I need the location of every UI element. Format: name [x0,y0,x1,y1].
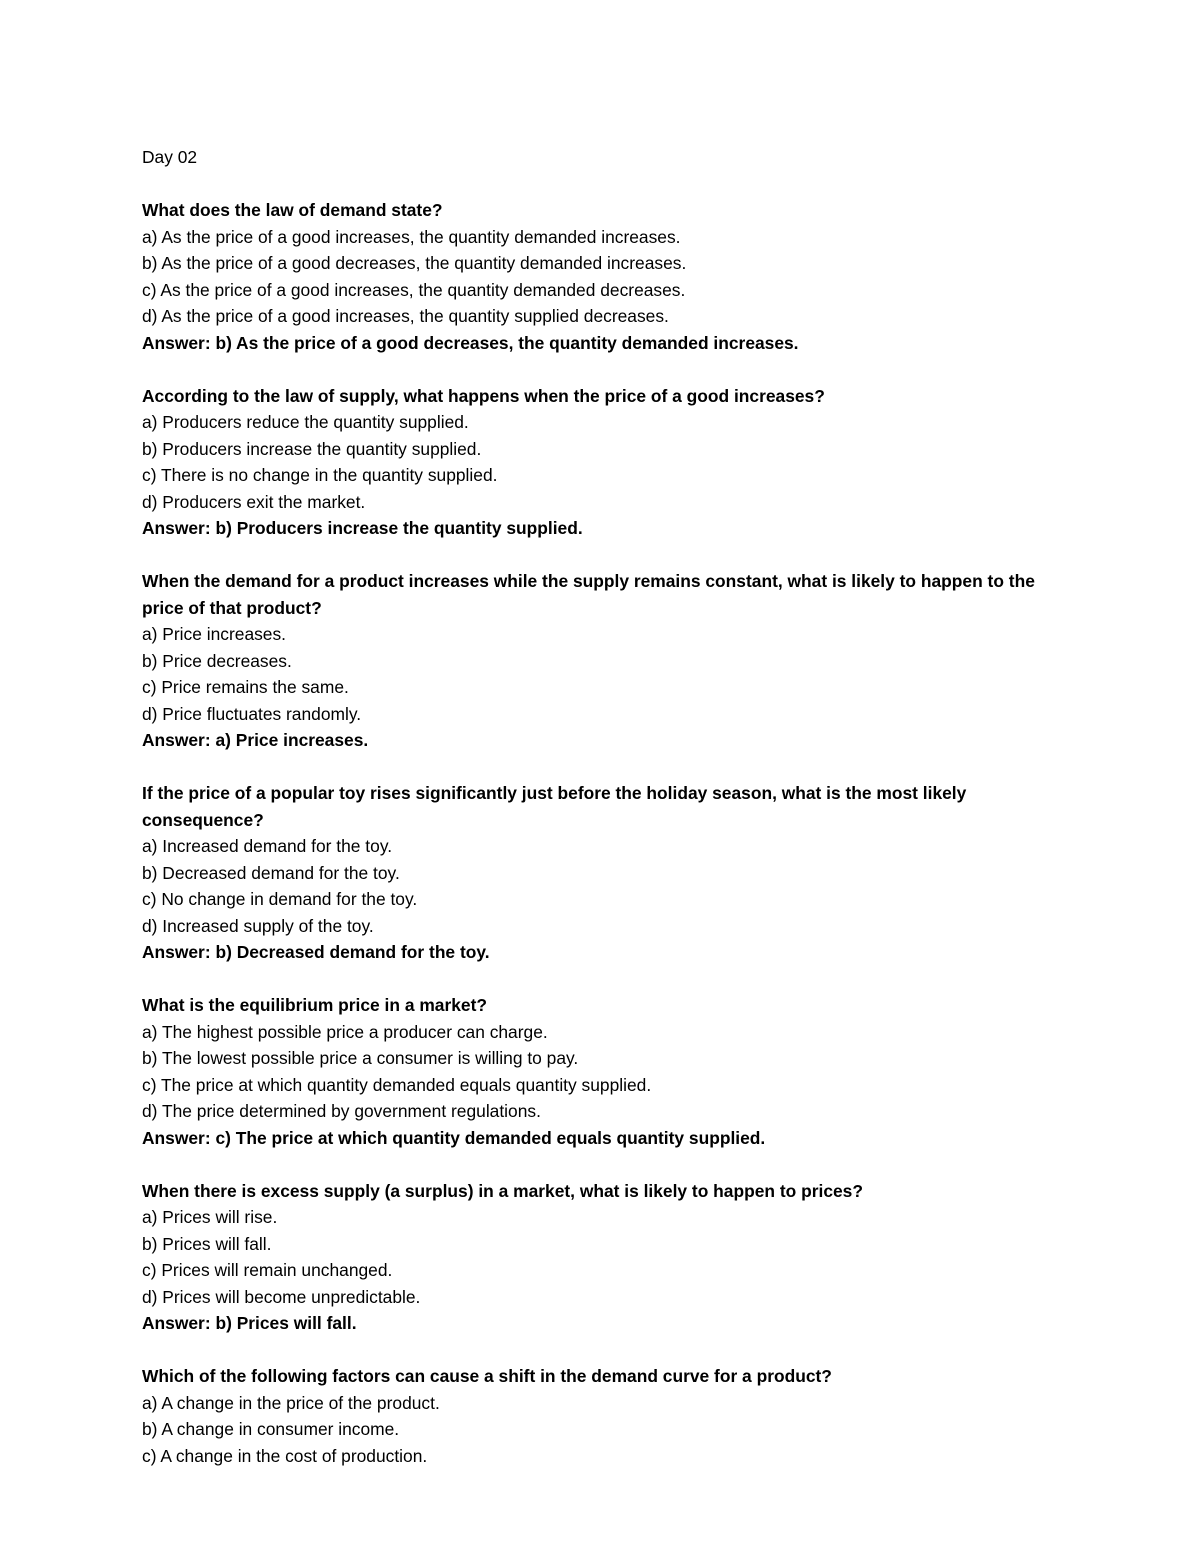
option-c: c) No change in demand for the toy. [142,889,418,909]
spacer [142,171,1072,198]
question-block-3 [142,568,1072,754]
option-c: c) The price at which quantity demanded equals quantity supplied. [142,1074,652,1095]
option-c: c) Price remains the same. [142,677,349,697]
option-b: b) A change in consumer income. [142,1419,400,1439]
question-text: If the price of a popular toy rises significantly just before the holiday season, what is the most likely consequence? [142,783,967,830]
question-text: When there is excess supply (a surplus) in a market, what is likely to happen to prices? [142,1180,863,1201]
page-title: Day 02 [142,147,198,167]
option-c: c) There is no change in the quantity supplied. [142,465,498,485]
option-c: c) A change in the cost of production. [142,1445,428,1466]
option-b: b) As the price of a good decreases, the quantity demanded increases. [142,253,687,273]
option-a: a) Price increases. [142,624,287,644]
option-c: c) As the price of a good increases, the quantity demanded decreases. [142,279,686,300]
document-content [142,144,1072,1496]
question-text: What does the law of demand state? [142,200,443,220]
option-d: d) The price determined by government regulations. [142,1101,541,1121]
answer-text: Answer: b) Decreased demand for the toy. [142,942,490,962]
option-a: a) Producers reduce the quantity supplied. [142,412,469,432]
option-a: a) The highest possible price a producer can charge. [142,1021,548,1042]
option-b: b) Prices will fall. [142,1233,272,1254]
answer-text: Answer: b) Producers increase the quantity supplied. [142,518,583,538]
question-block-7 [142,1363,1072,1469]
question-block-6 [142,1178,1072,1337]
option-b: b) Decreased demand for the toy. [142,862,400,883]
question-block-5 [142,992,1072,1151]
option-b: b) Price decreases. [142,650,292,671]
answer-text: Answer: b) As the price of a good decreases, the quantity demanded increases. [142,332,799,353]
question-text: According to the law of supply, what happens when the price of a good increases? [142,385,825,406]
option-a: a) Increased demand for the toy. [142,836,393,856]
option-a: a) A change in the price of the product. [142,1392,440,1413]
option-a: a) Prices will rise. [142,1207,278,1227]
option-a: a) As the price of a good increases, the quantity demanded increases. [142,226,681,247]
option-d: d) Producers exit the market. [142,491,366,512]
answer-text: Answer: b) Prices will fall. [142,1313,357,1333]
option-c: c) Prices will remain unchanged. [142,1260,393,1280]
answer-text: Answer: c) The price at which quantity demanded equals quantity supplied. [142,1127,766,1148]
option-d: d) Price fluctuates randomly. [142,703,362,724]
question-block-1 [142,197,1072,356]
question-text: Which of the following factors can cause a shift in the demand curve for a product? [142,1366,832,1386]
option-d: d) Increased supply of the toy. [142,915,374,936]
option-d: d) As the price of a good increases, the quantity supplied decreases. [142,306,669,326]
question-block-4 [142,780,1072,966]
question-text: What is the equilibrium price in a market? [142,995,487,1015]
option-b: b) Producers increase the quantity supplied. [142,438,482,459]
question-block-2 [142,383,1072,542]
option-d: d) Prices will become unpredictable. [142,1286,421,1307]
option-b: b) The lowest possible price a consumer is willing to pay. [142,1048,579,1068]
answer-text: Answer: a) Price increases. [142,730,369,750]
question-text: When the demand for a product increases while the supply remains constant, what is likely to happen to the price of that product? [142,571,1035,618]
